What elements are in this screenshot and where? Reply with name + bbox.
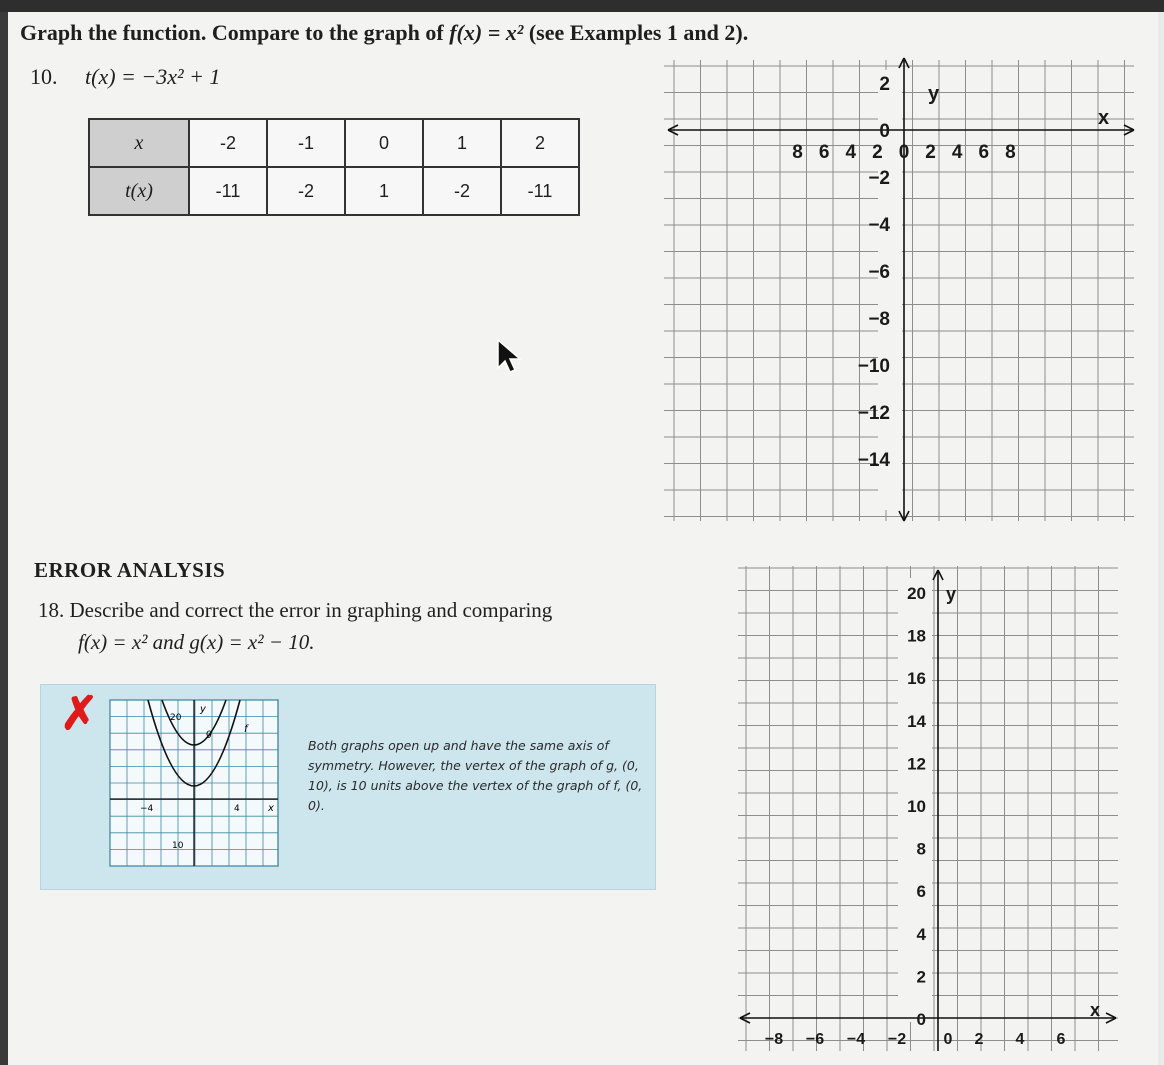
- graph-problem-10[interactable]: [664, 56, 1144, 526]
- table-header-x: x: [89, 119, 189, 167]
- y-tick-label: 10: [907, 797, 926, 816]
- tick-neg4: −4: [140, 804, 154, 814]
- x-tick-label: −8: [764, 1031, 784, 1048]
- table-row-x: [89, 119, 579, 167]
- tick-10: 10: [172, 841, 184, 851]
- table-cell[interactable]: -2: [267, 167, 345, 215]
- table-cell: 2: [501, 119, 579, 167]
- y-tick-label: 16: [907, 669, 926, 689]
- y-tick-label: 2: [879, 74, 890, 95]
- y-tick-label: 18: [907, 626, 926, 646]
- y-tick-label: −2: [868, 168, 890, 189]
- table-cell[interactable]: 1: [345, 167, 423, 215]
- y-axis-label: y: [928, 83, 940, 105]
- top-bar: [0, 0, 1164, 12]
- y-tick-label: 0: [916, 1010, 926, 1029]
- x-tick-label: −6: [805, 1031, 825, 1048]
- y-tick-label: 6: [916, 882, 926, 902]
- x-axis-label: x: [1098, 107, 1110, 129]
- graph-problem-18[interactable]: [738, 566, 1122, 1051]
- x-tick-label: 2: [974, 1031, 984, 1048]
- tick-4: 4: [234, 804, 240, 814]
- problem-10: [30, 64, 220, 90]
- x-axis-label: x: [1090, 1000, 1101, 1020]
- table-cell: -2: [189, 119, 267, 167]
- error-explanation: Both graphs open up and have the same axis of symmetry. However, the vertex of the graph of g, (0, 10), is 10 units above the vertex of the graph of f, (0, 0).: [308, 738, 643, 813]
- mouse-cursor-icon: [496, 338, 526, 374]
- x-tick-label: −2: [887, 1031, 907, 1048]
- instructions-heading: Graph the function. Compare to the graph of f(x) = x² (see Examples 1 and 2).: [20, 20, 749, 45]
- x-tick-label: 4: [1015, 1031, 1025, 1048]
- label-f: f: [244, 724, 248, 735]
- x-tick-label: 0: [898, 142, 910, 163]
- left-edge: [0, 12, 8, 1065]
- y-tick-label: 4: [916, 924, 926, 944]
- y-tick-label: 2: [916, 967, 926, 987]
- table-cell[interactable]: -11: [501, 167, 579, 215]
- tick-20: 20: [170, 713, 182, 723]
- incorrect-mark-icon: ✗: [60, 687, 99, 739]
- mini-y-label: y: [200, 704, 206, 715]
- y-tick-label: −4: [868, 215, 890, 236]
- table-cell: -1: [267, 119, 345, 167]
- y-tick-label: −14: [857, 450, 890, 471]
- y-tick-label: −6: [868, 262, 890, 283]
- y-tick-label: 14: [907, 711, 926, 731]
- x-tick-label: 0: [943, 1031, 953, 1048]
- error-analysis-title: ERROR ANALYSIS: [34, 558, 226, 582]
- y-tick-label: −10: [857, 356, 890, 377]
- y-axis-label: y: [946, 584, 957, 604]
- problem-18-text: 18. Describe and correct the error in graphing and comparing: [38, 598, 553, 622]
- x-tick-label: 2: [925, 142, 936, 163]
- table-cell[interactable]: -11: [189, 167, 267, 215]
- table-header-t: t(x): [89, 167, 189, 215]
- mini-x-label: x: [268, 803, 274, 814]
- x-tick-label: 4: [845, 142, 857, 163]
- mini-graph-incorrect: [110, 700, 280, 868]
- label-g: g: [206, 728, 213, 739]
- x-tick-label: 6: [1056, 1031, 1066, 1048]
- table-cell[interactable]: -2: [423, 167, 501, 215]
- table-row-t: [89, 167, 579, 215]
- x-tick-label: 8: [1005, 142, 1016, 163]
- table-cell: 1: [423, 119, 501, 167]
- y-tick-label: 20: [907, 584, 926, 603]
- table-cell: 0: [345, 119, 423, 167]
- problem-equation: t(x) = −3x² + 1: [85, 64, 221, 89]
- x-tick-label: 4: [951, 142, 963, 163]
- y-tick-label: 0: [879, 121, 890, 142]
- x-tick-label: 6: [818, 142, 830, 163]
- problem-number: 10.: [30, 64, 58, 89]
- problem-18-functions: f(x) = x² and g(x) = x² − 10.: [78, 630, 315, 654]
- y-tick-label: 8: [916, 839, 926, 859]
- y-tick-label: −12: [857, 403, 890, 424]
- x-tick-label: −4: [846, 1031, 866, 1048]
- y-tick-label: 12: [907, 754, 926, 774]
- y-tick-label: −8: [868, 309, 890, 330]
- values-table: [88, 118, 580, 216]
- x-tick-label: 6: [978, 142, 990, 163]
- x-tick-label: 2: [872, 142, 883, 163]
- x-tick-label: 8: [792, 142, 803, 163]
